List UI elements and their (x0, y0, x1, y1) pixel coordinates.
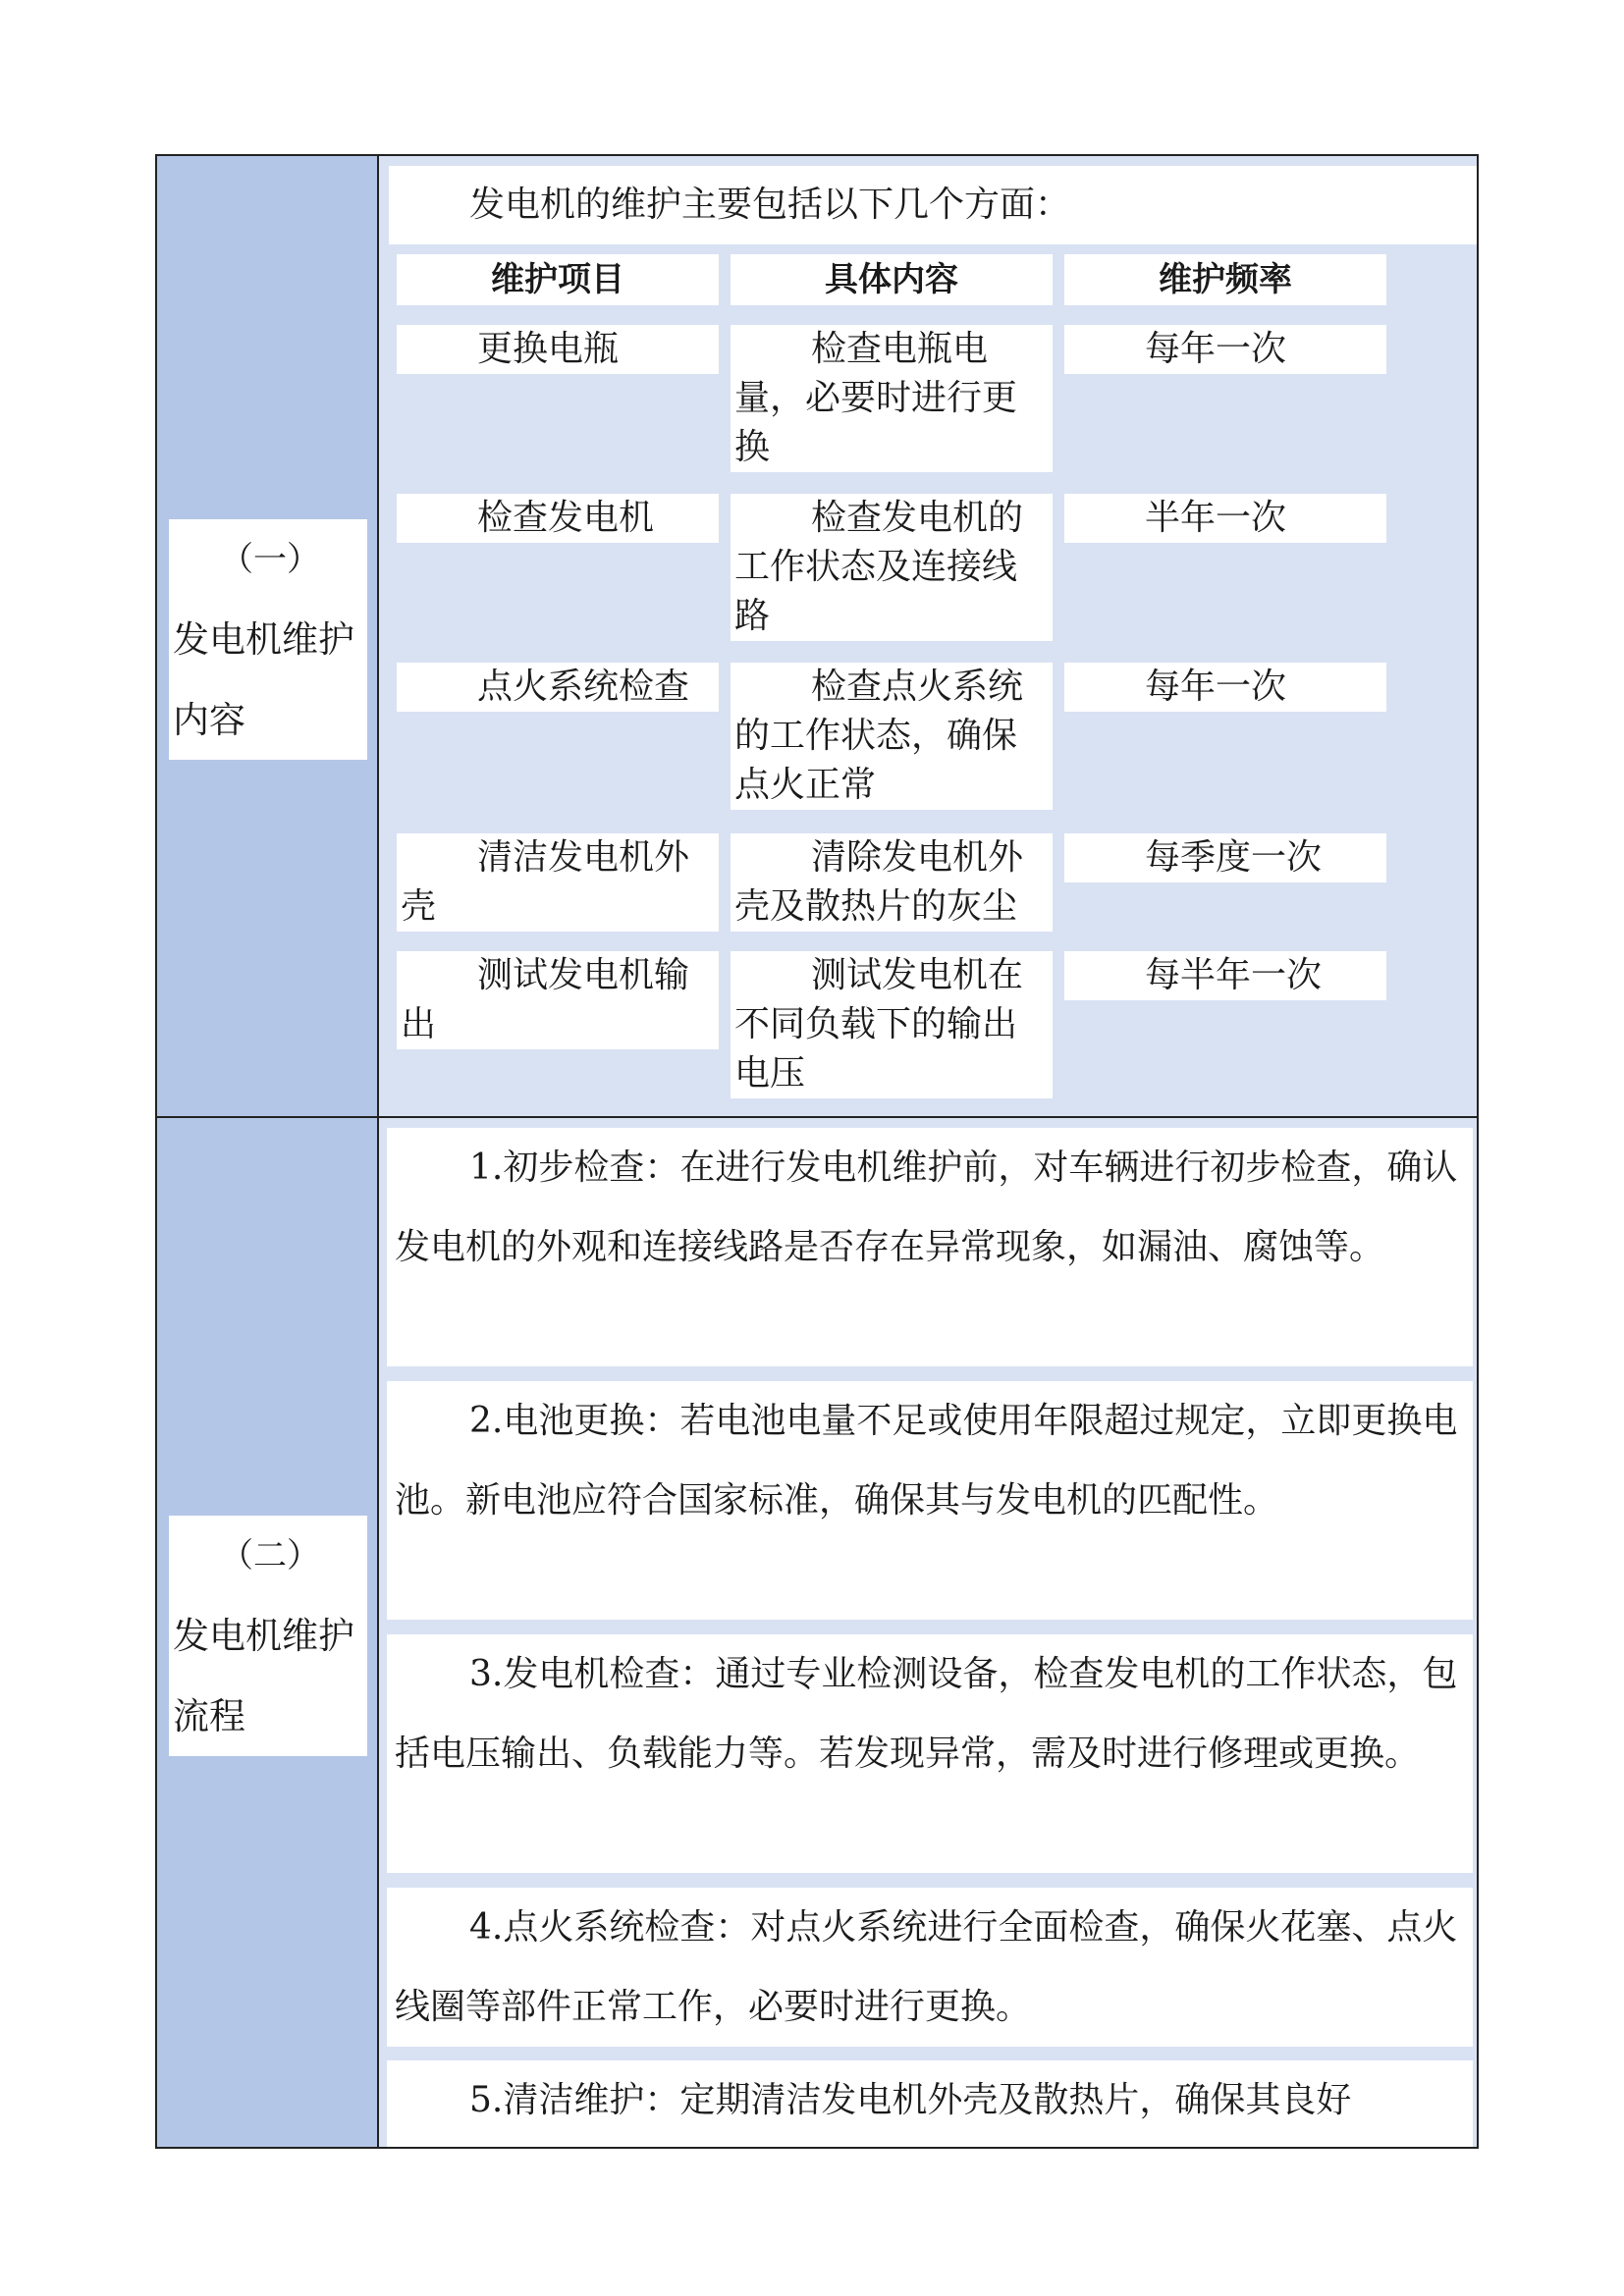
section2-label (169, 1516, 367, 1756)
row5-frequency: 每半年一次 (1064, 951, 1386, 1000)
step-1: 1.初步检查：在进行发电机维护前，对车辆进行初步检查，确认发电机的外观和连接线路是否存在异常现象，如漏油、腐蚀等。 (387, 1128, 1473, 1366)
step-2: 2.电池更换：若电池电量不足或使用年限超过规定，立即更换电池。新电池应符合国家标准，确保其与发电机的匹配性。 (387, 1381, 1473, 1620)
step-4: 4.点火系统检查：对点火系统进行全面检查，确保火花塞、点火线圈等部件正常工作，必要时进行更换。 (387, 1888, 1473, 2047)
row4-item: 清洁发电机外壳 (397, 833, 719, 932)
row5-item: 测试发电机输出 (397, 951, 719, 1049)
row2-frequency: 半年一次 (1064, 494, 1386, 543)
row3-item: 点火系统检查 (397, 663, 719, 712)
header-item: 维护项目 (397, 254, 719, 305)
row3-frequency: 每年一次 (1064, 663, 1386, 712)
intro-text: 发电机的维护主要包括以下几个方面： (389, 166, 1477, 244)
maintenance-table (155, 154, 1479, 2149)
row1-frequency: 每年一次 (1064, 325, 1386, 374)
row2-content: 检查发电机的工作状态及连接线路 (731, 494, 1053, 641)
row1-content: 检查电瓶电量，必要时进行更换 (731, 325, 1053, 472)
step-3: 3.发电机检查：通过专业检测设备，检查发电机的工作状态，包括电压输出、负载能力等。若发现异常，需及时进行修理或更换。 (387, 1634, 1473, 1873)
section1-number: （一） (220, 540, 320, 579)
row3-content: 检查点火系统的工作状态，确保点火正常 (731, 663, 1053, 810)
step-5: 5.清洁维护：定期清洁发电机外壳及散热片，确保其良好 (387, 2060, 1473, 2147)
section2-title: 发电机维护流程 (173, 1615, 354, 1737)
header-frequency: 维护频率 (1064, 254, 1386, 305)
header-content: 具体内容 (731, 254, 1053, 305)
row1-item: 更换电瓶 (397, 325, 719, 374)
section1-body (379, 156, 1477, 1116)
row5-content: 测试发电机在不同负载下的输出电压 (731, 951, 1053, 1098)
section1-label (169, 519, 367, 760)
section2-body (379, 1118, 1477, 2147)
row4-frequency: 每季度一次 (1064, 833, 1386, 882)
row4-content: 清除发电机外壳及散热片的灰尘 (731, 833, 1053, 932)
section1-title: 发电机维护内容 (173, 618, 354, 741)
row2-item: 检查发电机 (397, 494, 719, 543)
section2-number: （二） (220, 1536, 320, 1575)
